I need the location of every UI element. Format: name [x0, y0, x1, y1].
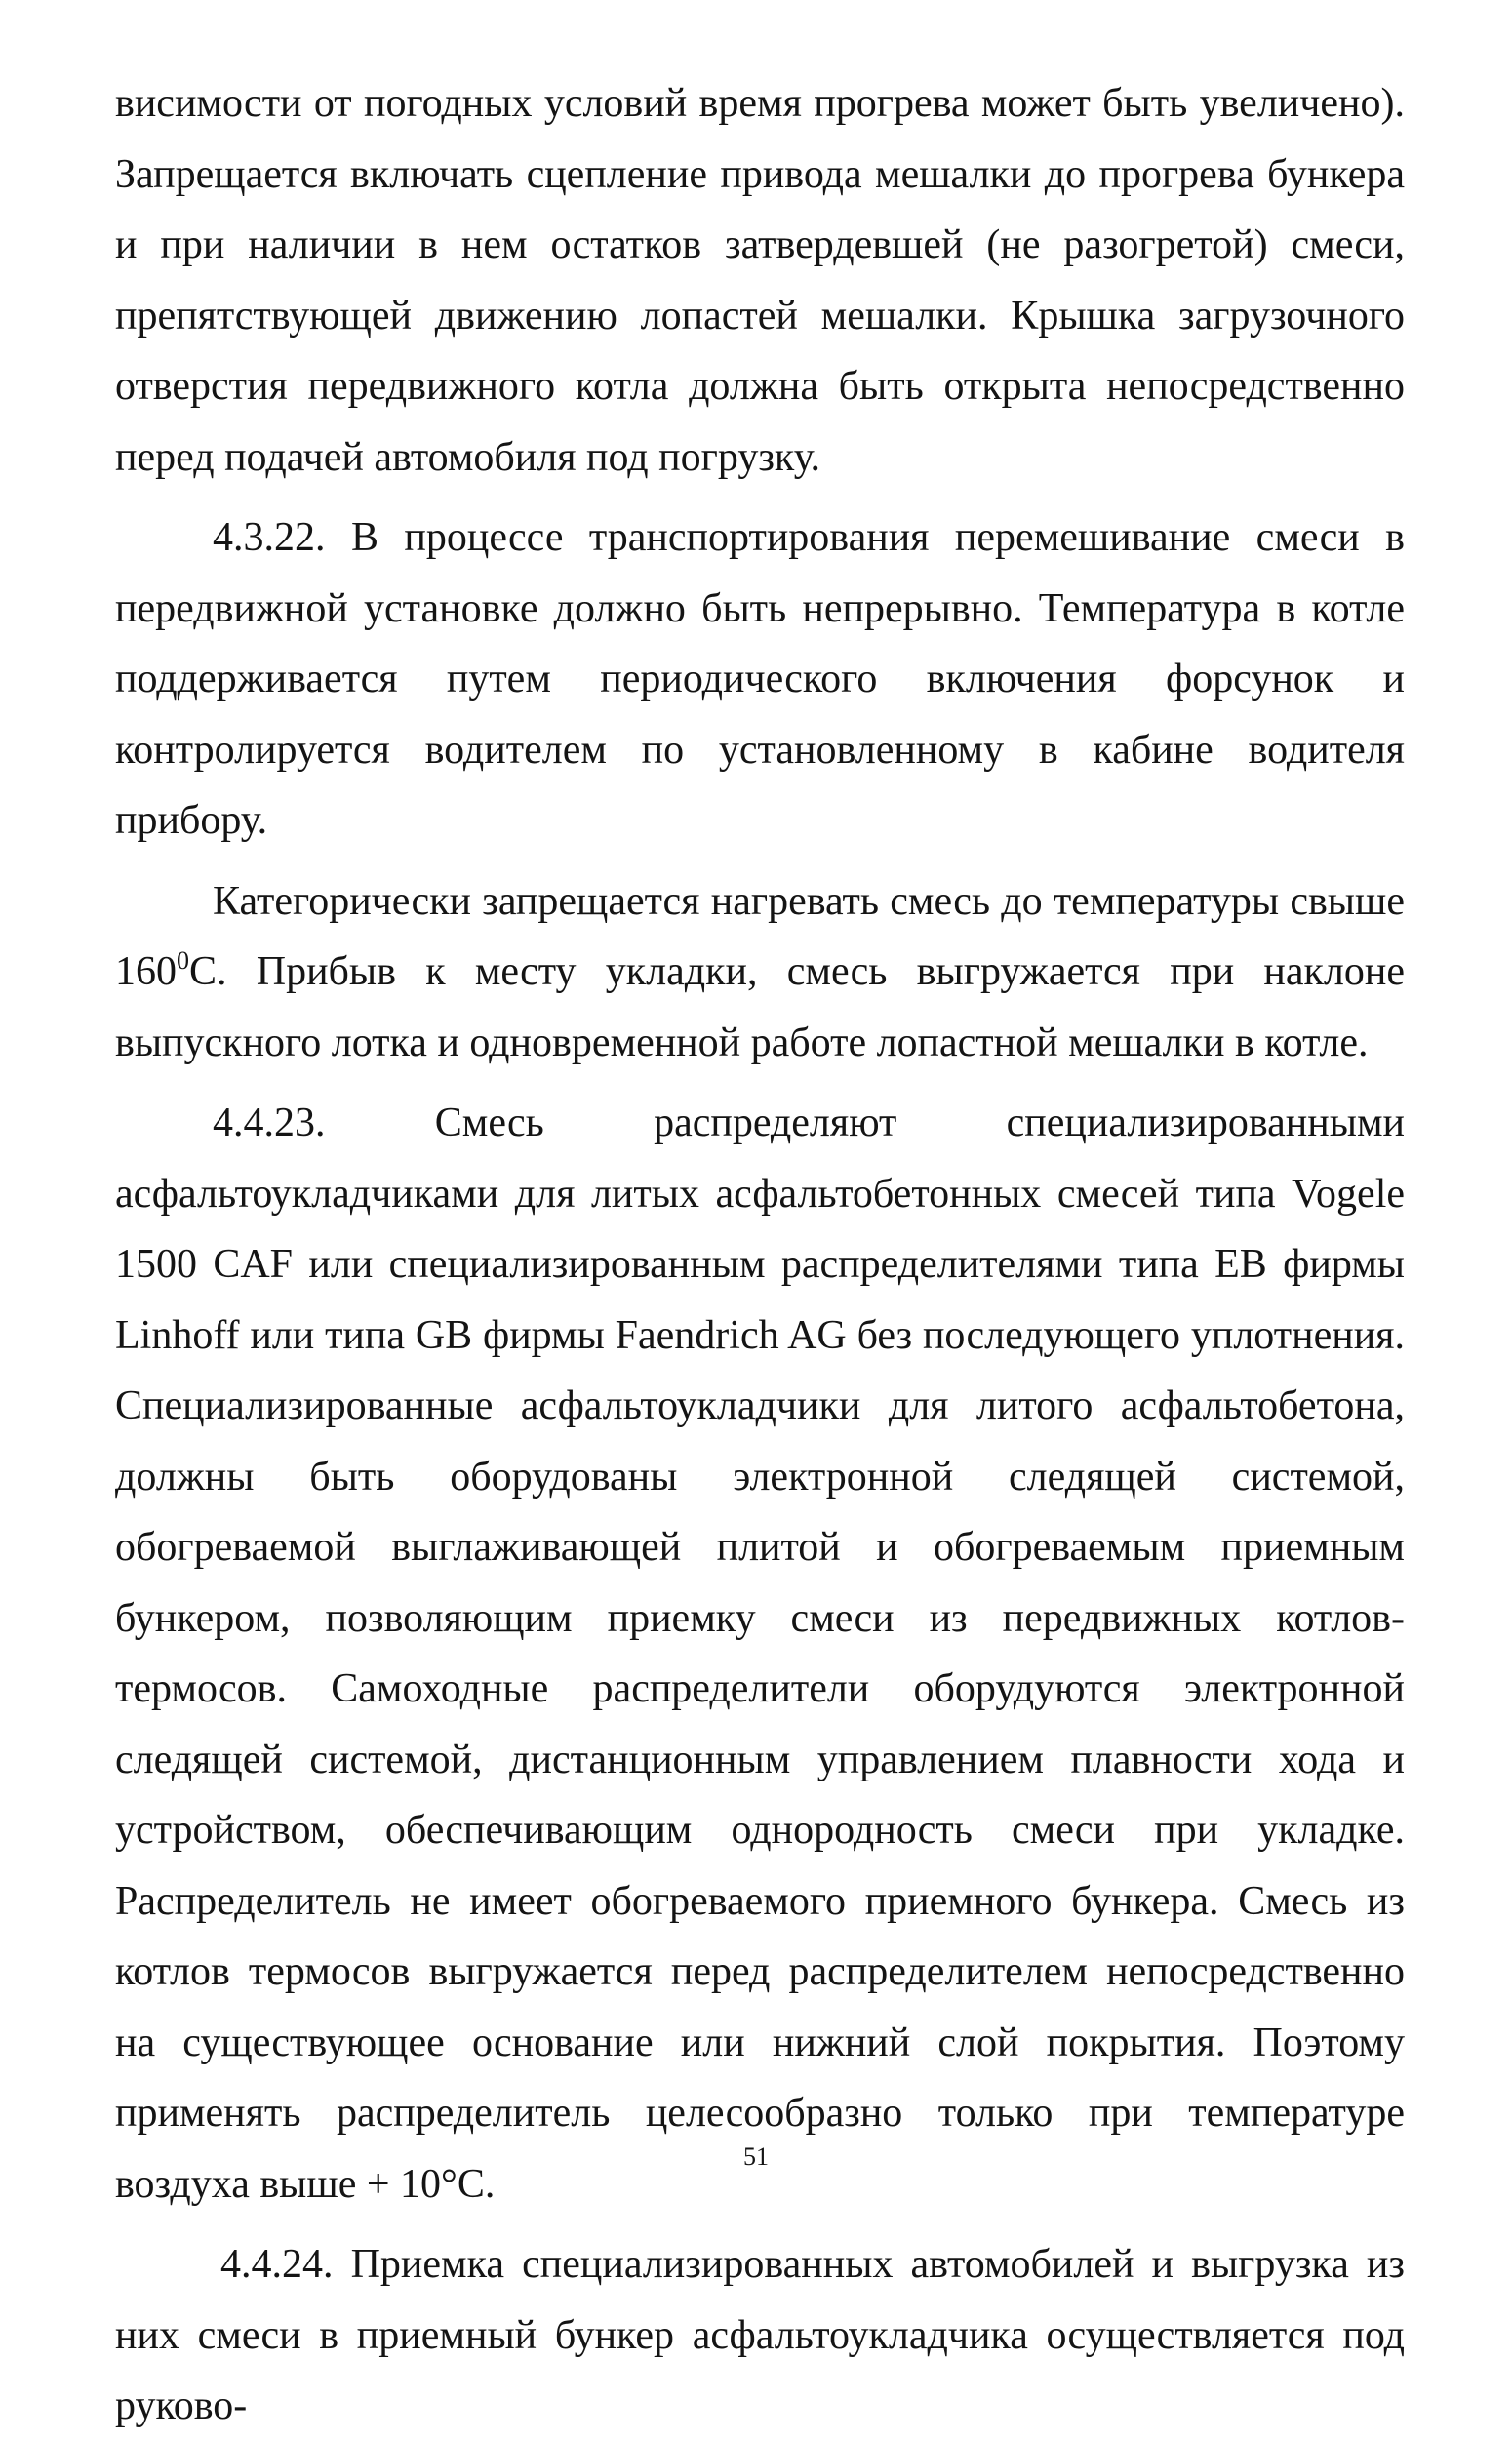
temperature-text-end: С. Прибыв к месту укладки, смесь выгружается при наклоне выпускного лотка и одновременной работе лопастной мешалки в котле.	[115, 949, 1405, 1065]
paragraph-temperature-limit	[115, 866, 1405, 1079]
degree-superscript: 0	[177, 946, 189, 975]
paragraph-4-4-24: 4.4.24. Приемка специализированных автомобилей и выгрузка из них смеси в приемный бункер асфальтоукладчика осуществляется под руково-	[115, 2242, 1405, 2428]
paragraph-4-3-22: 4.3.22. В процессе транспортирования перемешивание смеси в передвижной установке должно быть непрерывно. Температура в котле поддерживается путем периодического включения форсунок и контролируется водителем по установленному в кабине водителя прибору.	[115, 515, 1405, 843]
paragraph-4-4-23: 4.4.23. Смесь распределяют специализированными асфальтоукладчиками для литых асфальтобетонных смесей типа Vogele 1500 CAF или специализированным распределителями типа ЕВ фирмы Linhoff или типа GB фирмы Faendrich AG без последующего уплотнения. Специализированные асфальтоукладчики для литого асфальтобетона, должны быть оборудованы электронной следящей системой, обогреваемой выглаживающей плитой и обогреваемым приемным бункером, позволяющим приемку смеси из передвижных котлов-термосов. Самоходные распределители оборудуются электронной следящей системой, дистанционным управлением плавности хода и устройством, обеспечивающим однородность смеси при укладке. Распределитель не имеет обогреваемого приемного бункера. Смесь из котлов термосов выгружается перед распределителем непосредственно на существующее основание или нижний слой покрытия. Поэтому применять распределитель целесообразно только при температуре воздуха выше + 10°С.	[115, 1101, 1405, 2207]
temperature-text-start: Категорически запрещается нагревать смесь до температуры свыше 160	[115, 878, 1405, 994]
paragraph-continuation: висимости от погодных условий время прогрева может быть увеличено). Запрещается включать сцепление привода мешалки до прогрева бункера и при наличии в нем остатков затвердевшей (не разогретой) смеси, препятствующей движению лопастей мешалки. Крышка загрузочного отверстия передвижного котла должна быть открыта непосредственно перед подачей автомобиля под погрузку.	[115, 81, 1405, 480]
body-text	[115, 68, 1405, 2442]
page-number: 51	[743, 2142, 769, 2171]
